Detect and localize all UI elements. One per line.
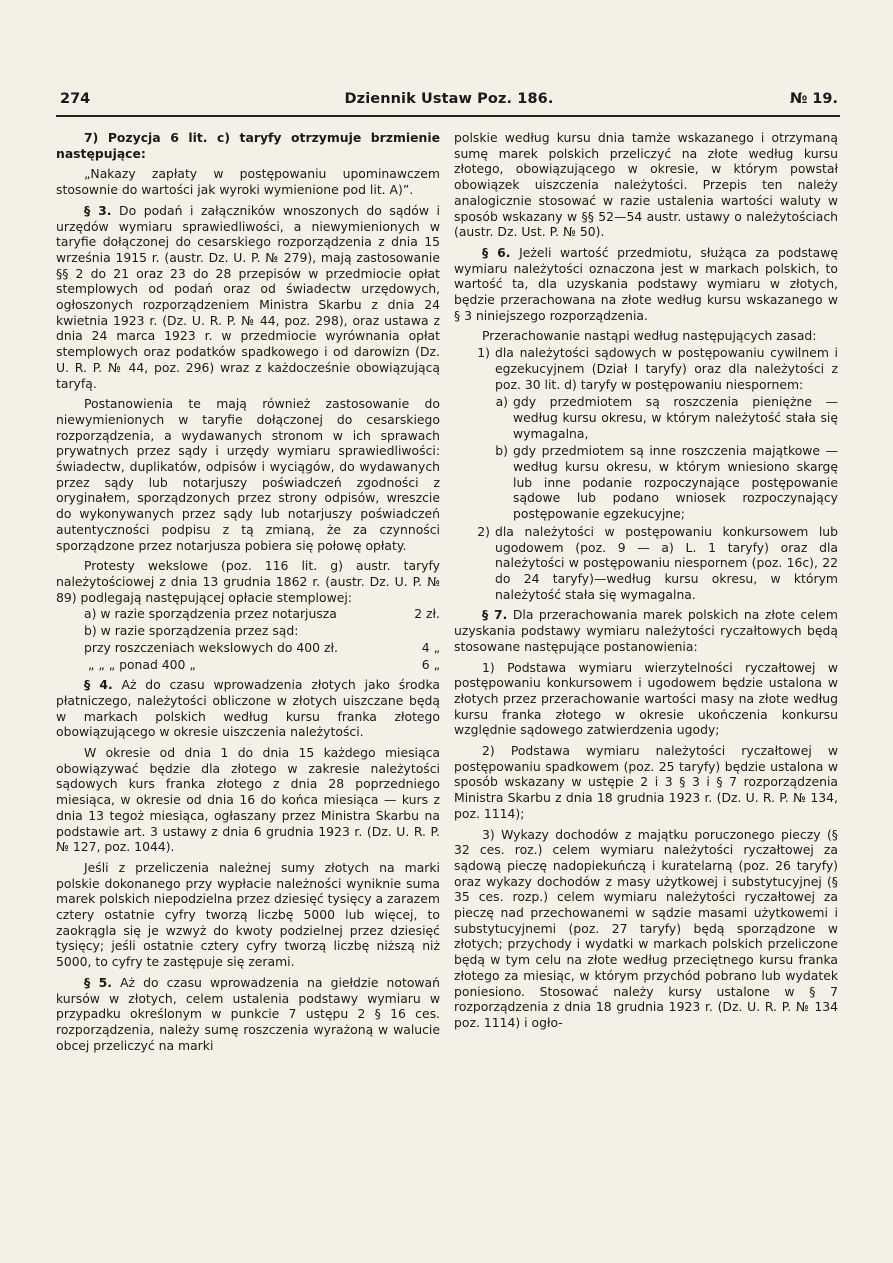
paragraph: polskie według kursu dnia tamże wskazanego i otrzymaną sumę marek polskich przeliczyć na złote według kursu złotego, obowiązującego w okresie, w którym powstał obowiązek uiszczenia należytości. Przepis ten należy analogicznie stosować w razie ustalenia wartości waluty w sposób wskazany w §§ 52—54 austr. ustawy o należytościach (austr. Dz. Ust. P. № 50). <box>454 130 838 240</box>
paragraph: Przerachowanie nastąpi według następujących zasad: <box>482 328 817 344</box>
paragraph: 2) Podstawa wymiaru należytości ryczałtowej w postępowaniu spadkowem (poz. 25 taryfy) będzie ustalona w sposób wskazany w ustępie 2 i 3 § 3 i § 7 rozporządzenia Ministra Skarbu z dnia 18 grudnia 1923 r. (Dz. U. R. P. № 134, poz. 1114); <box>454 743 838 821</box>
paragraph: 7) Pozycja 6 lit. c) taryfy otrzymuje brzmienie następujące: <box>56 130 440 161</box>
fee-row: b) w razie sporządzenia przez sąd: <box>84 623 299 639</box>
header-rule <box>56 115 840 117</box>
list-item: a) gdy przedmiotem są roszczenia pieniężne — według kursu okresu, w którym należytość stała się wymagalna, <box>495 394 838 441</box>
section-6: § 6. Jeżeli wartość przedmiotu, służąca za podstawę wymiaru należytości oznaczona jest w markach polskich, to wartość ta, dla uzyskania podstawy wymiaru w złotych, będzie przerachowana na złote według kursu wskazanego w § 3 niniejszego rozporządzenia. <box>454 244 838 323</box>
left-column <box>56 130 440 1058</box>
journal-title: Dziennik Ustaw Poz. 186. <box>344 91 554 107</box>
paragraph: Protesty wekslowe (poz. 116 lit. g) austr. taryfy należytościowej z dnia 13 grudnia 1862 r. (austr. Dz. U. P. № 89) podlegają następującej opłacie stemplowej: <box>56 558 440 605</box>
page-number: 274 <box>60 91 91 107</box>
section-4: § 4. Aż do czasu wprowadzenia złotych jako środka płatniczego, należytości obliczone w złotych uiszczane będą w markach polskich według kursu franka złotego obowiązującego w okresie uiszczenia należytości. <box>56 677 440 740</box>
paragraph: Jeśli z przeliczenia należnej sumy złotych na marki polskie dokonanego przy wypłacie należności wyniknie suma marek polskich niepodzielna przez dziesięć tysięcy a zarazem cztery ostatnie cyfry tworzą liczbę 5000 lub więcej, to zaokrągla się je wzwyż do kwoty podzielnej przez dziesięć tysięcy; jeśli ostatnie cztery cyfry tworzą liczbę niższą niż 5000, to cyfry te zastępuje się zerami. <box>56 859 440 970</box>
list-item: 2) dla należytości w postępowaniu konkursowem lub ugodowem (poz. 9 — a) L. 1 taryfy) oraz dla należytości w postępowaniu niespornem (poz. 16c), 22 do 24 taryfy)—według kursu okresu, w którym należytość stała się wymagalna. <box>477 523 838 602</box>
fee-row: a) w razie sporządzenia przez notarjusza 2 zł. <box>84 606 440 622</box>
list-item: b) gdy przedmiotem są inne roszczenia majątkowe — według kursu okresu, w którym wniesiono skargę lub inne podanie rozpoczynające postępowanie sądowe lub podano wniosek rozpoczynający postępowanie egzekucyjne; <box>495 443 838 522</box>
section-7: § 7. Dla przerachowania marek polskich na złote celem uzyskania podstawy wymiaru należytości ryczałtowych będą stosowane następujące postanowienia: <box>454 607 838 654</box>
paragraph: W okresie od dnia 1 do dnia 15 każdego miesiąca obowiązywać będzie dla złotego w zakresie należytości sądowych kurs franka złotego z dnia 28 poprzedniego miesiąca, w okresie od dnia 16 do końca miesiąca — kurs z dnia 13 tegoż miesiąca, ogłaszany przez Ministra Skarbu na podstawie art. 3 ustawy z dnia 6 grudnia 1923 r. (Dz. U. R. P. № 127, poz. 1044). <box>56 745 440 855</box>
section-3: § 3. Do podań i załączników wnoszonych do sądów i urzędów wymiaru sprawiedliwości, a niewymienionych w taryfie dołączonej do cesarskiego rozporządzenia z dnia 15 września 1915 r. (austr. Dz. U. P. № 279), mają zastosowanie §§ 2 do 21 oraz 23 do 28 przepisów w przedmiocie opłat stemplowych od podań oraz od świadectw urzędowych, ogłoszonych rozporządzeniem Ministra Skarbu z dnia 24 kwietnia 1923 r. (Dz. U. R. P. № 44, poz. 298), oraz ustawa z dnia 24 marca 1923 r. w przedmiocie wyrównania opłat stemplowych oraz podatków spadkowego i od darowizn (Dz. U. R. P. № 44, poz. 296) wraz z każdocześnie obowiązującą taryfą. <box>56 202 440 391</box>
paragraph: 1) Podstawa wymiaru wierzytelności ryczałtowej w postępowaniu konkursowem i ugodowem będzie ustalona w złotych przez przerachowanie wartości masy na złote według kursu franka złotego w okresie ukończenia konkursu względnie sądowego zatwierdzenia ugody; <box>454 659 838 738</box>
fee-row: przy roszczeniach wekslowych do 400 zł. 4 „ <box>84 639 440 655</box>
paragraph: 3) Wykazy dochodów z majątku poruczonego pieczy (§ 32 ces. roz.) celem wymiaru należytości ryczałtowej za sądową pieczę nadopiekuńczą i kuratelarną (poz. 26 taryfy) oraz wykazy dochodów z masy użytkowej i substytucyjnej (§ 35 ces. rozp.) celem wymiaru należytości ryczałtowej za pieczę nad przechowanemi w sądzie masami użytkowemi i substytucyjnemi (poz. 27 taryfy) będą sporządzone w złotych; przychody i wydatki w markach polskich przeliczone będą w tym celu na złote według przeciętnego kursu franka złotego za miesiąc, w którym przychód pobrano lub wydatek poniesiono. Stosować należy kursy ustalone w § 7 rozporządzenia z dnia 18 grudnia 1923 r. (Dz. U. R. P. № 134 poz. 1114) i ogło- <box>454 826 838 1030</box>
fee-row: „ „ „ ponad 400 „ 6 „ <box>88 656 440 672</box>
page-header <box>60 91 838 113</box>
paragraph: Postanowienia te mają również zastosowanie do niewymienionych w taryfie dołączonej do cesarskiego rozporządzenia, a wydawanych stronom w ich sprawach prywatnych przez sądy i urzędy wymiaru sprawiedliwości: świadectw, duplikatów, odpisów i wyciągów, do wydawanych przez sądy lub notarjuszy poświadczeń zgodności z oryginałem, sporządzonych przez strony odpisów, wreszcie do wykonywanych przez sądy lub notarjuszy poświadczeń autentyczności podpisu z tą zmianą, że za czynności sporządzone przez notarjusza pobiera się połowę opłaty. <box>56 396 440 553</box>
issue-number: № 19. <box>789 91 838 107</box>
section-5: § 5. Aż do czasu wprowadzenia na giełdzie notowań kursów w złotych, celem ustalenia podstawy wymiaru w przypadku określonym w punkcie 7 ustępu 2 § 16 ces. rozporządzenia, należy sumę roszczenia wyrażoną w walucie obcej przeliczyć na marki <box>56 974 440 1053</box>
quote-paragraph: „Nakazy zapłaty w postępowaniu upominawczem stosownie do wartości jak wyroki wymienione pod lit. A)”. <box>56 166 440 198</box>
list-item: 1) dla należytości sądowych w postępowaniu cywilnem i egzekucyjnem (Dział I taryfy) oraz dla należytości z poz. 30 lit. d) taryfy w postępowaniu niespornem: <box>477 345 838 392</box>
right-column <box>454 130 838 1036</box>
